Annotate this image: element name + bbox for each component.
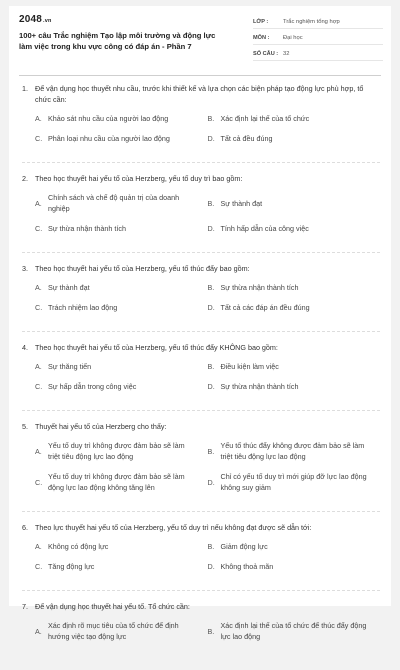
option-text: Sự thừa nhận thành tích: [220, 283, 299, 292]
option-text: Sự thành đạt: [48, 283, 90, 292]
option-d[interactable]: [208, 561, 381, 572]
option-b[interactable]: [208, 440, 381, 462]
option-a[interactable]: [35, 282, 208, 293]
question-number: 5.: [22, 422, 28, 431]
option-text: Sự hấp dẫn trong công việc: [48, 382, 137, 391]
meta-value: Đại học: [283, 35, 303, 41]
option-text: Khảo sát nhu cầu của người lao động: [48, 114, 169, 123]
option-text: Không thoả mãn: [220, 562, 274, 571]
meta-row-subject: [253, 29, 383, 45]
question-number: 2.: [22, 174, 28, 183]
option-text: Sự thành đạt: [220, 198, 263, 208]
question-list: [22, 83, 380, 670]
option-text: Xác định rõ mục tiêu của tổ chức để định hướng việc tạo động lực: [48, 621, 179, 641]
quiz-header: [9, 6, 391, 64]
option-a[interactable]: [35, 192, 208, 214]
option-c[interactable]: [35, 471, 208, 493]
option-d[interactable]: [208, 302, 381, 313]
option-d[interactable]: [208, 223, 381, 234]
option-letter: C.: [35, 562, 43, 571]
option-text: Tăng động lực: [48, 562, 95, 571]
option-letter: D.: [207, 303, 215, 312]
option-letter: C.: [35, 382, 43, 391]
option-d[interactable]: [208, 471, 381, 493]
option-letter: B.: [207, 446, 215, 456]
option-text: Điều kiện làm việc: [220, 362, 279, 371]
quiz-page: [9, 6, 391, 641]
option-a[interactable]: [35, 440, 208, 462]
option-d[interactable]: [208, 133, 381, 144]
question-text: Để vận dụng học thuyết hai yếu tố. Tổ chức cần:: [35, 602, 190, 611]
option-text: Tất cả các đáp án đều đúng: [220, 303, 310, 312]
option-text: Tính hấp dẫn của công việc: [220, 224, 309, 233]
option-text: Phân loại nhu cầu của người lao động: [48, 134, 170, 143]
question-number: 3.: [22, 264, 28, 273]
option-a[interactable]: [35, 113, 208, 124]
meta-label: LỚP :: [253, 19, 269, 25]
option-d[interactable]: [208, 381, 381, 392]
question-text: Theo học thuyết hai yếu tố của Herzberg, yếu tố thúc đẩy bao gồm:: [35, 264, 250, 273]
question-text: Theo học thuyết hai yếu tố của Herzberg, yếu tố duy trì bao gồm:: [35, 174, 243, 183]
question-5: [22, 421, 380, 512]
question-number: 6.: [22, 523, 28, 532]
option-c[interactable]: [35, 223, 208, 234]
option-letter: B.: [207, 626, 215, 636]
option-text: Giảm động lực: [220, 542, 268, 551]
logo-text: 2048: [19, 14, 43, 25]
option-b[interactable]: [208, 113, 381, 124]
option-letter: D.: [207, 562, 215, 571]
option-letter: C.: [35, 303, 43, 312]
option-letter: A.: [35, 626, 42, 636]
option-letter: D.: [207, 477, 215, 487]
quiz-meta: [253, 13, 383, 61]
option-text: Chỉ có yếu tố duy trì mới giúp đỡ lực lao động không suy giảm: [220, 472, 367, 492]
option-letter: D.: [207, 224, 215, 233]
option-letter: C.: [35, 477, 43, 487]
option-a[interactable]: [35, 541, 208, 552]
meta-value: 32: [283, 51, 290, 57]
question-3: [22, 263, 380, 332]
meta-row-count: [253, 45, 383, 61]
option-text: Xác định lại thế của tổ chức: [220, 114, 310, 123]
option-text: Chính sách và chế độ quản trị của doanh nghiệp: [48, 193, 180, 213]
option-text: Không có động lực: [48, 542, 109, 551]
option-b[interactable]: [208, 541, 381, 552]
option-text: Xác định lại thế của tổ chức để thúc đẩy động lực lao động: [220, 621, 367, 641]
option-a[interactable]: [35, 361, 208, 372]
option-b[interactable]: [208, 192, 381, 214]
option-a[interactable]: [35, 620, 208, 642]
option-letter: A.: [35, 362, 42, 371]
question-7: [22, 601, 380, 660]
option-letter: A.: [35, 446, 42, 456]
option-text: Trách nhiệm lao động: [48, 303, 118, 312]
option-text: Yếu tố duy trì không được đảm bảo sẽ làm triệt tiêu động lực lao động: [48, 441, 185, 461]
option-letter: D.: [207, 382, 215, 391]
option-letter: B.: [207, 362, 215, 371]
option-c[interactable]: [35, 302, 208, 313]
header-divider: [19, 75, 381, 76]
option-letter: B.: [207, 283, 215, 292]
option-b[interactable]: [208, 282, 381, 293]
option-letter: B.: [207, 198, 215, 208]
question-number: 7.: [22, 602, 28, 611]
option-letter: A.: [35, 198, 42, 208]
question-2: [22, 173, 380, 253]
option-text: Yếu tố duy trì không được đảm bảo sẽ làm động lực lao động không tăng lên: [48, 472, 185, 492]
question-number: 4.: [22, 343, 28, 352]
question-6: [22, 522, 380, 591]
option-letter: A.: [35, 542, 42, 551]
question-text: Để vận dụng học thuyết nhu cầu, trước khi thiết kế và lựa chọn các biện pháp tạo động lực phù hợp, tổ chức cần:: [35, 84, 364, 104]
option-text: Sự thăng tiến: [48, 362, 92, 371]
question-4: [22, 342, 380, 411]
question-text: Thuyết hai yếu tố của Herzberg cho thấy:: [35, 422, 167, 431]
option-text: Sự thừa nhận thành tích: [48, 224, 126, 233]
option-letter: D.: [207, 134, 215, 143]
option-letter: A.: [35, 283, 42, 292]
question-1: [22, 83, 380, 163]
option-text: Sự thừa nhận thành tích: [220, 382, 299, 391]
option-letter: B.: [207, 542, 215, 551]
option-letter: B.: [207, 114, 215, 123]
option-c[interactable]: [35, 381, 208, 392]
option-c[interactable]: [35, 561, 208, 572]
option-b[interactable]: [208, 620, 381, 642]
question-text: Theo học thuyết hai yếu tố của Herzberg, yếu tố thúc đẩy KHÔNG bao gồm:: [35, 343, 278, 352]
meta-label: SỐ CÂU :: [253, 51, 279, 57]
meta-row-class: [253, 13, 383, 29]
option-b[interactable]: [208, 361, 381, 372]
meta-label: MÔN :: [253, 35, 270, 41]
option-letter: A.: [35, 114, 42, 123]
meta-value: Trắc nghiệm tổng hợp: [283, 19, 340, 25]
question-text: Theo lực thuyết hai yếu tố của Herzberg, yếu tố duy trì nếu không đạt được sẽ dẫn tới:: [35, 523, 312, 532]
option-text: Tất cả đều đúng: [220, 134, 273, 143]
option-c[interactable]: [35, 133, 208, 144]
option-letter: C.: [35, 224, 43, 233]
quiz-title: 100+ câu Trắc nghiệm Tạo lập môi trường và động lực làm việc trong khu vực công có đáp án - Phần 7: [19, 31, 216, 51]
question-number: 1.: [22, 84, 28, 93]
option-text: Yếu tố thúc đẩy không được đảm bảo sẽ làm triệt tiêu động lực lao động: [220, 441, 365, 461]
option-letter: C.: [35, 134, 43, 143]
logo-suffix: .vn: [43, 18, 52, 24]
site-logo[interactable]: [19, 14, 52, 25]
